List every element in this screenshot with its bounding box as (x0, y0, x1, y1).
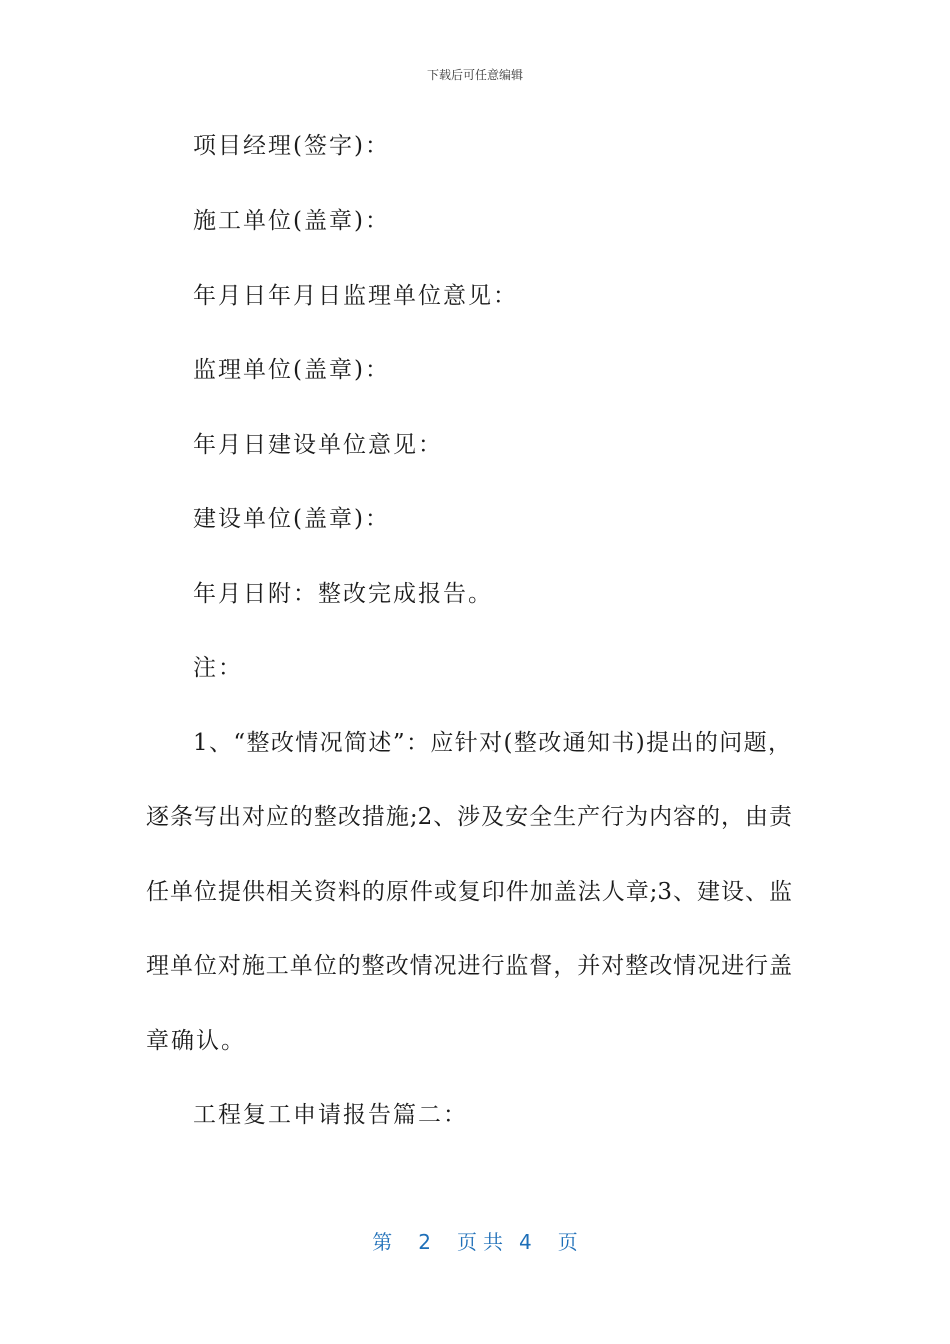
note-paragraph-line-4: 理单位对施工单位的整改情况进行监督，并对整改情况进行盖 (146, 953, 792, 979)
date-line-supervision-opinion: 年月日年月日监理单位意见： (193, 283, 518, 309)
page-suffix: 页 (557, 1230, 578, 1254)
date-line-attachment: 年月日附：整改完成报告。 (193, 581, 493, 607)
header-note: 下载后可任意编辑 (426, 68, 523, 82)
note-paragraph-line-2: 逐条写出对应的整改措施;2、涉及安全生产行为内容的，由责 (146, 804, 792, 830)
seal-line-construction-unit: 施工单位(盖章)： (193, 208, 390, 234)
note-heading: 注： (193, 655, 243, 681)
seal-line-owner-unit: 建设单位(盖章)： (193, 506, 390, 532)
page-prefix: 第 (372, 1230, 393, 1254)
section-heading-part-two: 工程复工申请报告篇二： (193, 1102, 468, 1128)
current-page-number: 2 (418, 1230, 431, 1254)
note-paragraph-line-3: 任单位提供相关资料的原件或复印件加盖法人章;3、建设、监 (146, 879, 792, 905)
total-pages-number: 4 (519, 1230, 532, 1254)
page-footer (0, 1226, 950, 1255)
date-line-owner-opinion: 年月日建设单位意见： (193, 432, 443, 458)
page-mid: 页共 (457, 1230, 509, 1254)
note-paragraph-line-1: 1、“整改情况简述”：应针对(整改通知书)提出的问题， (193, 730, 791, 756)
note-paragraph-line-5: 章确认。 (146, 1028, 246, 1054)
seal-line-supervision-unit: 监理单位(盖章)： (193, 357, 390, 383)
signature-line-project-manager: 项目经理(签字)： (193, 133, 390, 159)
